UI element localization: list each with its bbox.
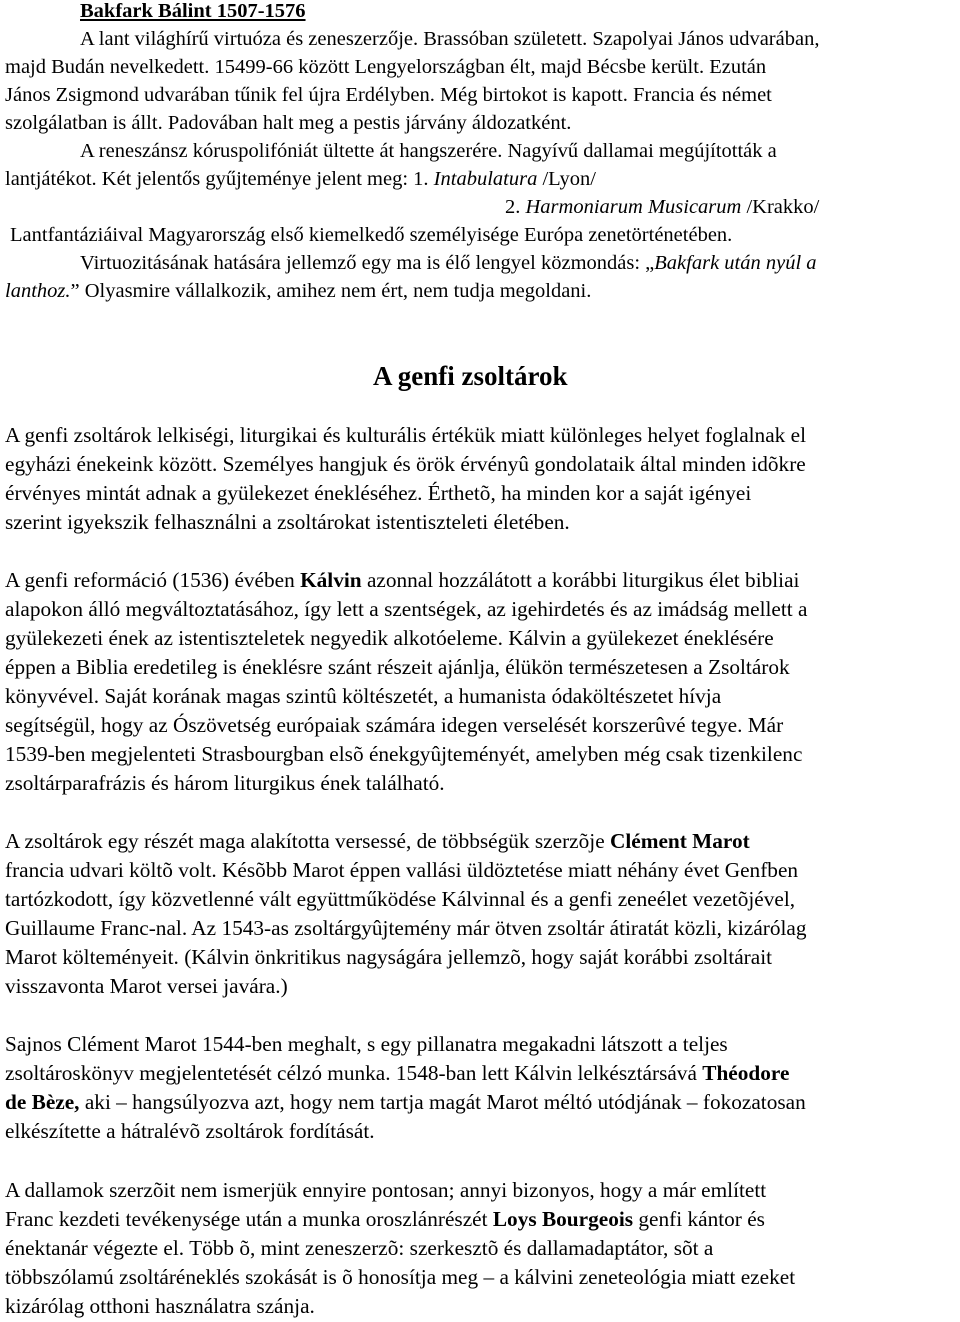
proverb: lanthoz. [5, 280, 71, 302]
name-marot: Clément Marot [609, 829, 750, 853]
bakfark-line: Lantfantáziáival Magyarország első kiemelkedő személyisége Európa zenetörténetében. [10, 224, 733, 246]
text-run: aki – hangsúlyozva azt, hogy nem tartja magát Marot méltó utódjának – fokozatosan [79, 1090, 806, 1114]
paragraph-line: érvényes mintát adnak a gyülekezet énekléséhez. Érthetõ, ha minden kor a saját igényei [5, 481, 752, 505]
bakfark-line: majd Budán nevelkedett. 15499-66 között Lengyelországban élt, majd Bécsbe került. Ezután [5, 56, 767, 78]
name-bourgeois: Loys Bourgeois [492, 1207, 634, 1231]
text-run: genfi kántor és [633, 1207, 765, 1231]
bakfark-line: A lant világhírű virtuóza és zeneszerzője. Brassóban született. Szapolyai János udvarában, [80, 28, 820, 50]
paragraph-line: Guillaume Franc-nal. Az 1543-as zsoltárgyûjtemény már ötven zsoltár átiratát közli, kizárólag [5, 916, 807, 940]
text-run: Franc kezdeti tevékenysége után a munka oroszlánrészét [5, 1207, 493, 1231]
paragraph-line: alapokon álló megváltoztatásához, így lett a szentségek, az igehirdetés és az imádság mellett a [5, 597, 808, 621]
bakfark-line: A reneszánsz kóruspolifóniát ültette át hangszerére. Nagyívű dallamai megújították a [80, 140, 777, 162]
bakfark-line [5, 277, 591, 306]
paragraph-line: Sajnos Clément Marot 1544-ben meghalt, s egy pillanatra megakadni látszott a teljes [5, 1032, 728, 1056]
paragraph-line: szerint igyekszik felhasználni a zsoltárokat istentiszteleti életében. [5, 510, 570, 534]
paragraph-line [5, 566, 799, 595]
paragraph-line [5, 1088, 806, 1117]
proverb: Bakfark után nyúl a [654, 252, 817, 274]
bakfark-line: szolgálatban is állt. Padovában halt meg a pestis járvány áldozatként. [5, 112, 572, 134]
paragraph-line [5, 827, 750, 856]
text-run: ” Olyasmire vállalkozik, amihez nem ért, nem tudja megoldani. [70, 280, 592, 302]
paragraph-line: Marot költeményeit. (Kálvin önkritikus nagyságára jellemzõ, hogy saját korábbi zsoltárait [5, 945, 773, 969]
text-run: /Lyon/ [537, 168, 596, 190]
paragraph-line: francia udvari költõ volt. Késõbb Marot éppen vallási üldöztetése miatt néhány évet Genfben [5, 858, 799, 882]
paragraph-line: többszólamú zsoltáréneklés szokását is õ honosítja meg – a kálvini zeneteológia miatt ezeket [5, 1265, 796, 1289]
harmoniarum-title: Harmoniarum Musicarum [525, 196, 742, 218]
section-title: A genfi zsoltárok [373, 361, 568, 391]
paragraph-line: A dallamok szerzõit nem ismerjük ennyire pontosan; annyi bizonyos, hogy a már említett [5, 1178, 767, 1202]
paragraph-line: könyvével. Saját korának magas szintû költészetét, a humanista ódaköltészetet hívja [5, 684, 722, 708]
paragraph-line: 1539-ben megjelenteti Strasbourgban elsõ énekgyûjteményét, amelyben még csak tizenkilenc [5, 742, 803, 766]
name-beze: Théodore [702, 1061, 790, 1085]
text-run: A genfi reformáció (1536) évében [5, 568, 301, 592]
bakfark-line: János Zsigmond udvarában tűnik fel újra Erdélyben. Még birtokot is kapott. Francia és német [5, 84, 772, 106]
bakfark-line [505, 193, 819, 222]
bakfark-line [5, 165, 596, 194]
paragraph-line: tartózkodott, így közvetlenné vált együttműködése Kálvinnal és a genfi zeneélet vezetõjével, [5, 887, 796, 911]
paragraph-line [5, 1205, 765, 1234]
paragraph-line [5, 1059, 789, 1088]
text-run: Virtuozitásának hatására jellemző egy ma is élő lengyel közmondás: „ [80, 252, 655, 274]
paragraph-line: gyülekezeti ének az istentiszteletek negyedik alkotóeleme. Kálvin a gyülekezet éneklésére [5, 626, 774, 650]
intabulatura-title: Intabulatura [433, 168, 538, 190]
text-run: A zsoltárok egy részét maga alakította versessé, de többségük szerzõje [5, 829, 610, 853]
text-run: azonnal hozzálátott a korábbi liturgikus élet bibliai [361, 568, 800, 592]
text-run: zsoltároskönyv megjelentetését célzó munka. 1548-ban lett Kálvin lelkésztársává [5, 1061, 703, 1085]
paragraph-line: éppen a Biblia eredetileg is éneklésre szánt részeit ajánlja, élükön természetesen a Zsoltárok [5, 655, 790, 679]
paragraph-line: énektanár végezte el. Több õ, mint zeneszerzõ: szerkesztõ és dallamadaptátor, sõt a [5, 1236, 714, 1260]
bakfark-line [80, 249, 817, 278]
name-beze: de Bèze, [5, 1090, 80, 1114]
text-run: /Krakko/ [741, 196, 820, 218]
paragraph-line: elkészítette a hátralévõ zsoltárok fordítását. [5, 1119, 375, 1143]
paragraph-line: kizárólag otthoni használatra szánja. [5, 1294, 315, 1318]
text-run: lantjátékot. Két jelentős gyűjteménye jelent meg: 1. [5, 168, 434, 190]
paragraph-line: segítségül, hogy az Ószövetség európaiak számára idegen verselését korszerûvé tegye. Már [5, 713, 784, 737]
paragraph-line: visszavonta Marot versei javára.) [5, 974, 288, 998]
name-kalvin: Kálvin [300, 568, 362, 592]
paragraph-line: zsoltárparafrázis és három liturgikus ének található. [5, 771, 445, 795]
paragraph-line: egyházi énekeink között. Személyes hangjuk és örök érvényû gondolataik által minden idõkre [5, 452, 806, 476]
paragraph-line: A genfi zsoltárok lelkiségi, liturgikai és kulturális értékük miatt különleges helyet foglalnak el [5, 423, 807, 447]
text-run: 2. [505, 196, 526, 218]
bakfark-heading: Bakfark Bálint 1507-1576 [80, 0, 306, 22]
